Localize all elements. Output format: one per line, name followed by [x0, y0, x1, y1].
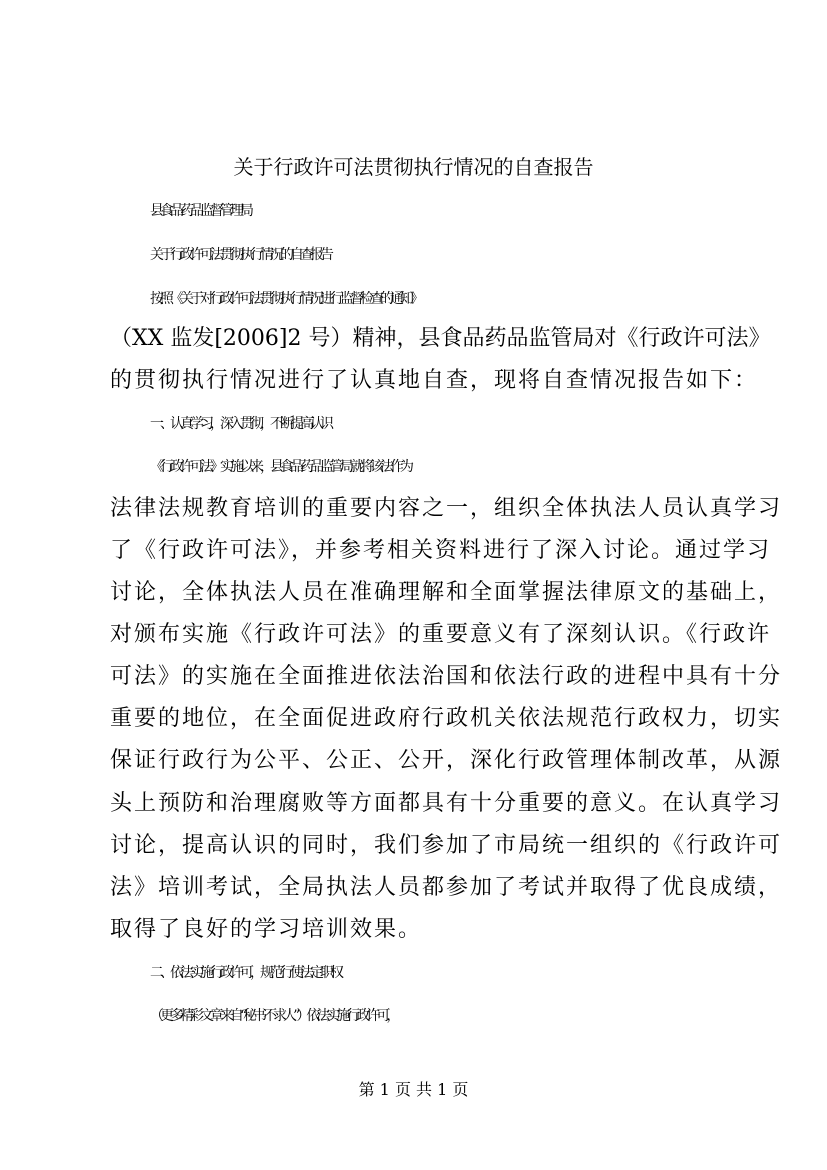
body-line: 一、认真学习，深入贯彻，不断提高认识 — [150, 416, 330, 432]
body-line: 按照《关于对行政许可法贯彻执行情况进行监督检查的通知》 — [150, 291, 420, 307]
body-line: 关于行政许可法贯彻执行情况的自查报告 — [150, 247, 330, 263]
body-line: 《行政许可法》实施以来，县食品药品监管局就将该法作为 — [150, 459, 410, 475]
body-line: 的贯彻执行情况进行了认真地自查，现将自查情况报告如下： — [110, 368, 759, 393]
body-line: 头上预防和治理腐败等方面都具有十分重要的意义。在认真学习 — [110, 791, 783, 816]
body-line: 对颁布实施《行政许可法》的重要意义有了深刻认识。《行政许 — [110, 622, 772, 647]
body-line: 取得了良好的学习培训效果。 — [110, 917, 423, 942]
body-line: （更多精彩文章来自“秘书不求人”）依法实施行政许可， — [150, 1008, 397, 1024]
body-line: 可法》的实施在全面推进依法治国和依法行政的进程中具有十分 — [110, 664, 783, 689]
body-line: 重要的地位，在全面促进政府行政机关依法规范行政权力，切实 — [110, 706, 783, 731]
document-title: 关于行政许可法贯彻执行情况的自查报告 — [233, 155, 594, 179]
body-line: 了《行政许可法》，并参考相关资料进行了深入讨论。通过学习 — [110, 538, 772, 563]
body-line: 二、依法实施行政许可，规范行使法定职权 — [150, 965, 340, 981]
body-line: 讨论，全体执法人员在准确理解和全面掌握法律原文的基础上， — [110, 580, 783, 605]
body-line: 讨论，提高认识的同时，我们参加了市局统一组织的《行政许可 — [110, 833, 783, 858]
page-footer: 第 1 页 共 1 页 — [358, 1080, 469, 1099]
body-line: 县食品药品监督管理局 — [150, 203, 250, 219]
body-line: 保证行政行为公平、公正、公开，深化行政管理体制改革，从源 — [110, 748, 783, 773]
body-line: 法律法规教育培训的重要内容之一，组织全体执法人员认真学习 — [110, 496, 783, 521]
body-line: （XX 监发[2006]2 号）精神，县食品药品监管局对《行政许可法》 — [110, 326, 771, 351]
body-line: 法》培训考试，全局执法人员都参加了考试并取得了优良成绩， — [110, 875, 783, 900]
